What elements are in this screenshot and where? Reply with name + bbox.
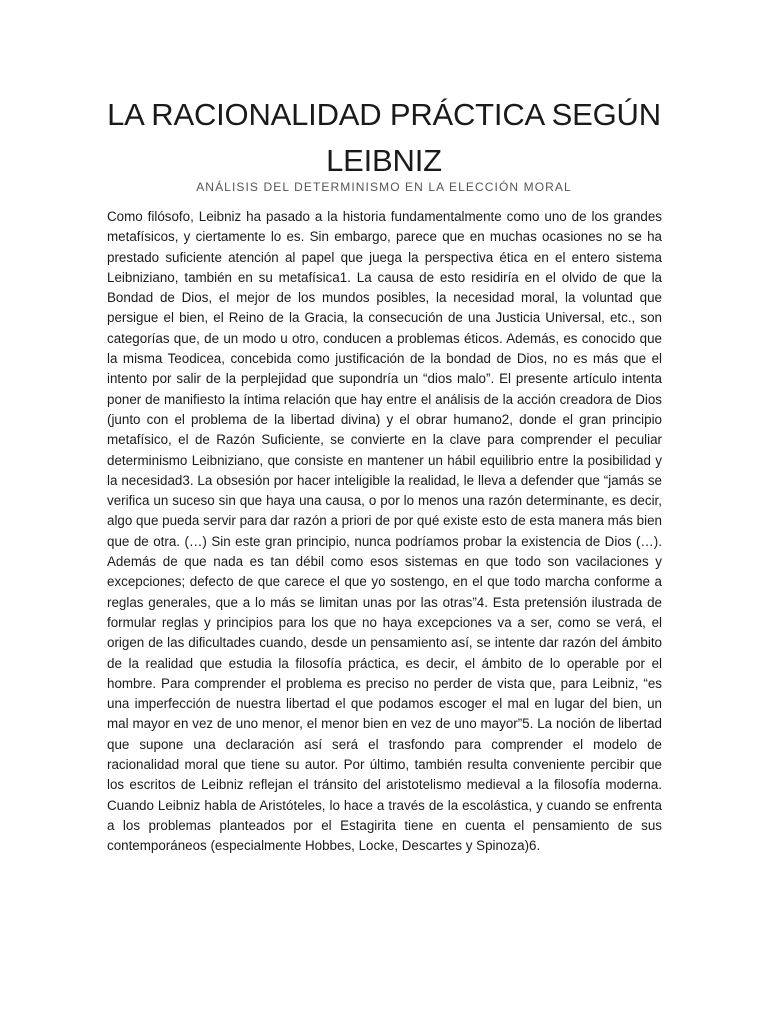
page-title: LA RACIONALIDAD PRÁCTICA SEGÚN LEIBNIZ [107,97,661,178]
page-subtitle: ANÁLISIS DEL DETERMINISMO EN LA ELECCIÓN MORAL [196,180,572,194]
body-paragraph: Como filósofo, Leibniz ha pasado a la historia fundamentalmente como uno de los grandes metafísicos, y ciertamente lo es. Sin embargo, parece que en muchas ocasiones no se ha prestado suficiente atención al papel que juega la perspectiva ética en el entero sistema Leibniziano, también en su metafísica1. La causa de esto residiría en el olvido de que la Bondad de Dios, el mejor de los mundos posibles, la necesidad moral, la voluntad que persigue el bien, el Reino de la Gracia, la consecución de una Justicia Universal, etc., son categorías que, de un modo u otro, conducen a problemas éticos. Además, es conocido que la misma Teodicea, concebida como justificación de la bondad de Dios, no es más que el intento por salir de la perplejidad que supondría un “dios malo”. El presente artículo intenta poner de manifiesto la íntima relación que hay entre el análisis de la acción creadora de Dios (junto con el problema de la libertad divina) y el obrar humano2, donde el gran principio metafísico, el de Razón Suficiente, se convierte en la clave para comprender el peculiar determinismo Leibniziano, que consiste en mantener un hábil equilibrio entre la posibilidad y la necesidad3. La obsesión por hacer inteligible la realidad, le lleva a defender que “jamás se verifica un suceso sin que haya una causa, o por lo menos una razón determinante, es decir, algo que pueda servir para dar razón a priori de por qué existe esto de esta manera más bien que de otra. (…) Sin este gran principio, nunca podríamos probar la existencia de Dios (…). Además de que nada es tan débil como esos sistemas en que todo son vacilaciones y excepciones; defecto de que carece el que yo sostengo, en el que todo marcha conforme a reglas generales, que a lo más se limitan unas por las otras”4. Esta pretensión ilustrada de formular reglas y principios para los que no haya excepciones va a ser, como se verá, el origen de las dificultades cuando, desde un pensamiento así, se intente dar razón del ámbito de la realidad que estudia la filosofía práctica, es decir, el ámbito de lo operable por el hombre. Para comprender el problema es preciso no perder de vista que, para Leibniz, “es una imperfección de nuestra libertad el que podamos escoger el mal en lugar del bien, un mal mayor en vez de uno menor, el menor bien en vez de uno mayor”5. La noción de libertad que supone una declaración así será el trasfondo para comprender el modelo de racionalidad moral que tiene su autor. Por último, también resulta conveniente percibir que los escritos de Leibniz reflejan el tránsito del aristotelismo medieval a la filosofía moderna. Cuando Leibniz habla de Aristóteles, lo hace a través de la escolástica, y cuando se enfrenta a los problemas planteados por el Estagirita tiene en cuenta el pensamiento de sus contemporáneos (especialmente Hobbes, Locke, Descartes y Spinoza)6. [107,209,662,854]
